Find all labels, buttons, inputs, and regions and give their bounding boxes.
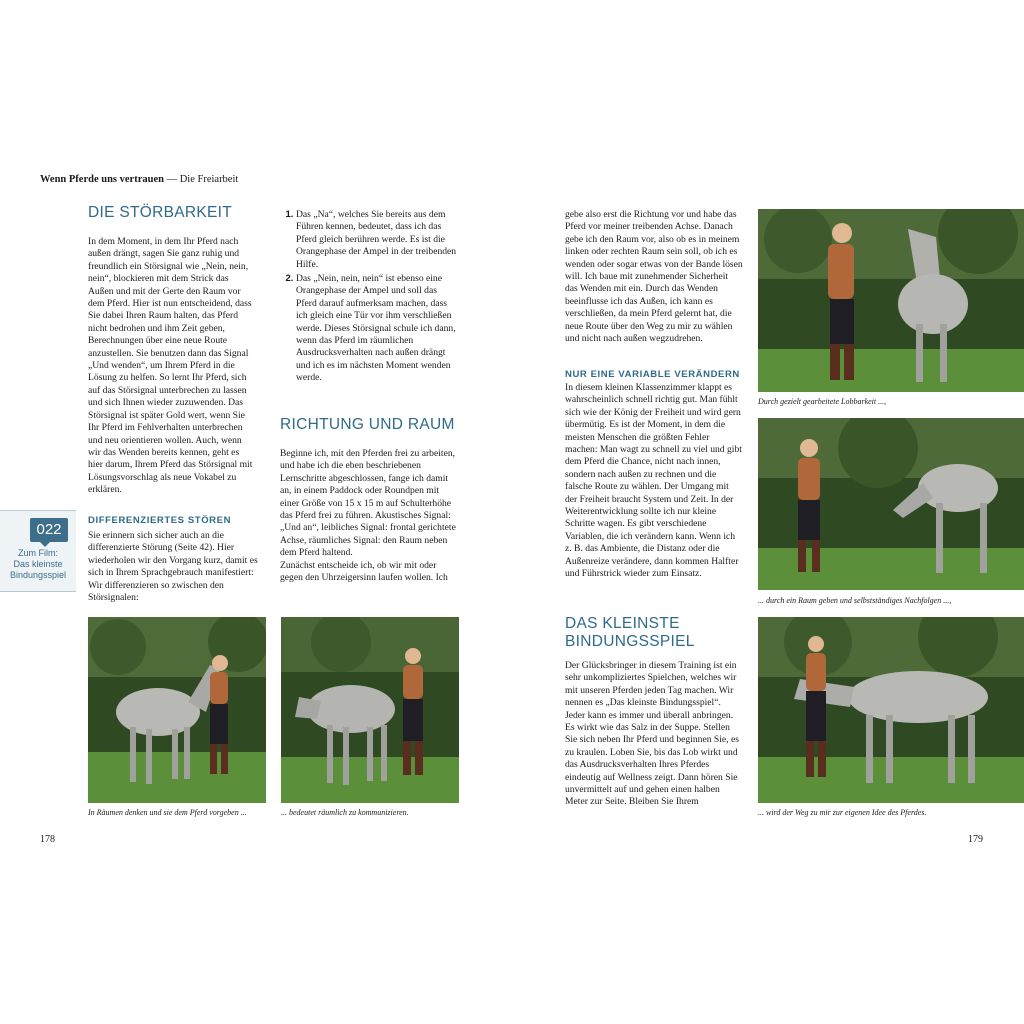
list-item: 1. Das „Na“, welches Sie bereits aus dem Führen kennen, bedeutet, dass ich das Pferd gleich berühren werde. Es ist die Orangephase der Ampel in der treibenden Hilfe. [296, 209, 460, 271]
film-badge-pointer [40, 542, 50, 547]
running-head [40, 174, 238, 185]
film-line-2: Das kleinste [13, 559, 63, 569]
paragraph-das-kleinste-bindungsspiel: Der Glücksbringer in diesem Training ist ein sehr unkompliziertes Spielchen, welches wir mit unseren Pferden jeden Tag machen. Wir nennen es „Das kleinste Bindungsspiel“. Jeder kann es immer und überall anbringen. Es wirkt wie das Salz in der Suppe. Stellen Sie sich neben Ihr Pferd und beginnen Sie, es zu kraulen. Loben Sie, bis das Lob wirkt und das Ausdrucksverhalten Ihres Pferdes eindeutig auf Wellness zeigt. Dann hören Sie unvermittelt auf und gehen einen halben Meter zur Seite. Bleiben Sie Ihrem [565, 660, 739, 808]
numbered-list [280, 209, 460, 387]
section-title-das-kleinste-bindungsspiel: DAS KLEINSTE BINDUNGSSPIEL [565, 615, 695, 650]
photo-horse-turning-left [281, 617, 459, 803]
chapter-title: Die Freiarbeit [179, 174, 239, 185]
header-separator: — [166, 174, 178, 185]
list-item: 2. Das „Nein, nein, nein“ ist ebenso eine Orangephase der Ampel und soll das Pferd darauf aufmerksam machen, dass ich gleich eine Tür vor ihm verschließen werde. Dieses Störsignal schule ich dann, wenn das Pferd im räumlichen Ausdrucksverhalten nach außen drängt und ich es im nächsten Moment wenden werde. [296, 273, 460, 385]
paragraph-continuation: gebe also erst die Richtung vor und habe das Pferd vor meiner treibenden Achse. Danach gebe ich den Raum vor, also ob es in meinem linken oder rechten Raum sein soll, ob ich es wenden oder sogar etwas von der Bande lösen will. Ich baue mit zunehmender Sicherheit das Wenden mit ein. Durch das Wenden beeinflusse ich das Außen, ich kann es verschließen, da mein Pferd gelernt hat, die neue Route über den Weg zu mir zu wählen und nicht nach außen wegzudrehen. [565, 209, 743, 345]
paragraph-nur-eine-variable: In diesem kleinen Klassenzimmer klappt es wahrscheinlich schnell richtig gut. Man fühlt sich wie der König der Freiheit und wird gern übermütig. Es ist der Moment, in dem die meisten Menschen die größten Fehler machen: Man wagt zu schnell zu viel und gibt dem Pferd die Chance, nicht nach innen, sondern nach außen zu rechnen und die falsche Route zu wählen. Der Umgang mit der Freiheit braucht System und Zeit. In der Weiterentwicklung sollte ich nur kleine Schritte wagen. Es gibt verschiedene Variablen, die ich verändern kann. Wenn ich z. B. das Ambiente, die Distanz oder die Außenreize verändere, dann kommen Halfter und Führstrick wieder zum Einsatz. [565, 382, 742, 580]
paragraph-differenziertes-stoeren: Sie erinnern sich sicher auch an die differenzierte Störung (Seite 42). Hier wiederholen wir den Vorgang kurz, damit es sich in Ihrem Sprachgebrauch manifestiert: Wir differenzieren so zwischen den Störsignalen: [88, 530, 258, 604]
film-link[interactable] [2, 548, 74, 581]
page-number-left: 178 [40, 834, 55, 845]
page-number-right: 179 [968, 834, 983, 845]
film-line-3: Bindungsspiel [9, 570, 67, 580]
paragraph-richtung-und-raum: Beginne ich, mit den Pferden frei zu arbeiten, und habe ich die eben beschriebenen Lernschritte abgeschlossen, fange ich damit an, in einem Paddock oder Roundpen mit einer Größe von 15 x 15 m auf Schulterhöhe das Pferd frei zu führen. Akustisches Signal: „Und an“, leibliches Signal: frontal gerichtete Achse, räumliches Signal: den Raum neben dem Pferd haltend. Zunächst entscheide ich, ob wir mit oder gegen den Uhrzeigersinn laufen wollen. Ich [280, 448, 456, 584]
photo-horse-following-woman [758, 418, 1024, 590]
caption-photo-3: Durch gezielt gearbeitete Lobbarkeit ..., [758, 397, 887, 406]
section-title-stoerbarkeit: DIE STÖRBARKEIT [88, 204, 233, 221]
caption-photo-2: ... bedeutet räumlich zu kommunizieren. [281, 808, 409, 817]
photo-horse-circling-left [88, 617, 266, 803]
subsection-title-nur-eine-variable: NUR EINE VARIABLE VERÄNDERN [565, 369, 740, 380]
subsection-title-differenziertes-stoeren: DIFFERENZIERTES STÖREN [88, 515, 232, 526]
photo-horse-beside-woman [758, 617, 1024, 803]
caption-photo-4: ... durch ein Raum geben und selbstständiges Nachfolgen ..., [758, 596, 952, 605]
film-number-badge: 022 [30, 518, 68, 542]
paragraph-stoerbarkeit: In dem Moment, in dem Ihr Pferd nach außen drängt, sagen Sie ganz ruhig und freundlich ein Störsignal wie „Nein, nein, nein“, blockieren mit dem Strick das Außen und mit der Gerte den Raum vor dem Pferd. Hier ist nun entscheidend, dass Sie dabei Ihren Raum halten, das Pferd nicht bedrohen und ihm Zeit geben, Berechnungen über eine neue Route anzustellen. Sie benutzen dann das Signal „Und wenden“, um Ihrem Pferd in die Lösung zu helfen. So lernt Ihr Pferd, sich auf das Störsignal unterbrechen zu lassen und sich Ihnen wieder zuzuwenden. Das Störsignal ist später Gold wert, wenn Sie Ihr Pferd im Fehlverhalten unterbrechen und neu orientieren wollen. Auch, wenn wir das Wenden bereits kennen, geht es hier darum, Ihrem Pferd das Störsignal mit Lösungsvorschlag als neue Vokabel zu erklären. [88, 236, 253, 496]
section-title-richtung-und-raum: RICHTUNG UND RAUM [280, 416, 455, 433]
book-title: Wenn Pferde uns vertrauen [40, 174, 164, 185]
photo-woman-touching-horse-head [758, 209, 1024, 392]
caption-photo-5: ... wird der Weg zu mir zur eigenen Idee des Pferdes. [758, 808, 927, 817]
film-line-1: Zum Film: [18, 548, 58, 558]
caption-photo-1: In Räumen denken und sie dem Pferd vorgeben ... [88, 808, 247, 817]
